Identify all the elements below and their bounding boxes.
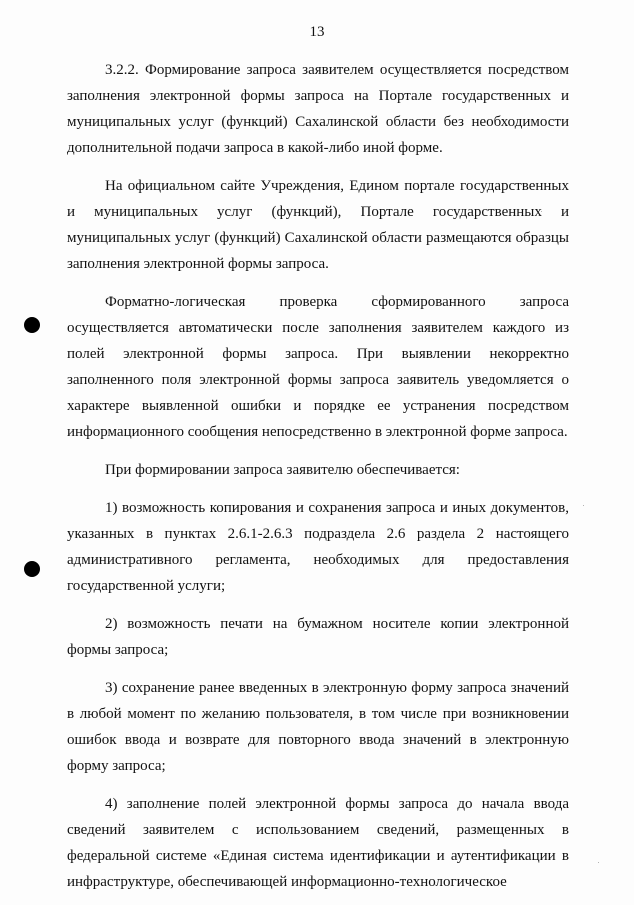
list-item-3: 3) сохранение ранее введенных в электронную форму запроса значений в любой момент по желанию пользователя, в том числе при возникновении ошибок ввода и возврате для повторного ввода значений в электронную форму запроса; bbox=[67, 680, 569, 774]
scan-speck bbox=[583, 505, 584, 506]
page-number: 13 bbox=[309, 24, 325, 40]
list-item-1: 1) возможность копирования и сохранения запроса и иных документов, указанных в пунктах 2.6.1-2.6.3 подраздела 2.6 раздела 2 настоящего административного регламента, необходимых для предоставления государственной услуги; bbox=[67, 500, 569, 594]
punch-hole-mark bbox=[24, 561, 40, 577]
scan-speck bbox=[598, 862, 599, 863]
list-item-2: 2) возможность печати на бумажном носителе копии электронной формы запроса; bbox=[67, 616, 569, 658]
document-body bbox=[67, 57, 569, 907]
paragraph-official-sites: На официальном сайте Учреждения, Едином портале государственных и муниципальных услуг (функций), Портале государственных и муниципальных услуг (функций) Сахалинской области размещаются образцы заполнения электронной формы запроса. bbox=[67, 178, 569, 272]
paragraph-provided-list-intro: При формировании запроса заявителю обеспечивается: bbox=[105, 462, 460, 478]
punch-hole-mark bbox=[24, 317, 40, 333]
paragraph-3-2-2: 3.2.2. Формирование запроса заявителем осуществляется посредством заполнения электронной формы запроса на Портале государственных и муниципальных услуг (функций) Сахалинской области без необходимости дополнительной подачи запроса в какой-либо иной форме. bbox=[67, 62, 569, 156]
list-item-4: 4) заполнение полей электронной формы запроса до начала ввода сведений заявителем с использованием сведений, размещенных в федеральной системе «Единая система идентификации и аутентификации в инфраструктуре, обеспечивающей информационно-технологическое bbox=[67, 796, 569, 890]
paragraph-format-check: Форматно-логическая проверка сформированного запроса осуществляется автоматически после заполнения заявителем каждого из полей электронной формы запроса. При выявлении некорректно заполненного поля электронной формы запроса заявитель уведомляется о характере выявленной ошибки и порядке ее устранения посредством информационного сообщения непосредственно в электронной форме запроса. bbox=[67, 294, 569, 440]
